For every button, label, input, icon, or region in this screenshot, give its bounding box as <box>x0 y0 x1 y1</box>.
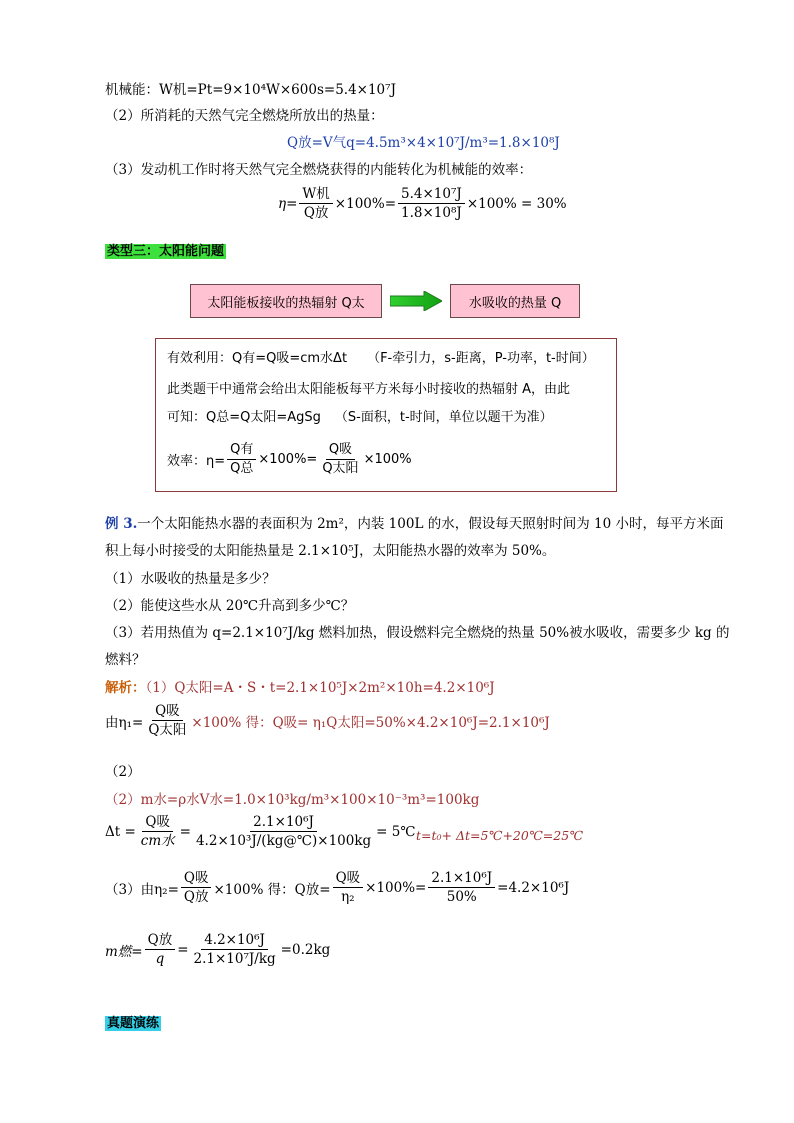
example-line1: 例 3.一个太阳能热水器的表面积为 2m²，内装 100L 的水，假设每天照射时间为 10 小时，每平方米面 <box>105 516 724 532</box>
solution-s5-t: t=t₀+ Δt=5℃+20℃=25℃ <box>416 828 584 843</box>
solution-label: 解析： <box>105 680 146 696</box>
example-label: 例 3. <box>105 516 138 532</box>
arrow-right-icon <box>390 291 442 315</box>
q3-label: （3）发动机工作时将天然气完全燃烧获得的内能转化为机械能的效率： <box>105 162 533 178</box>
eta-den: Q放 <box>303 205 329 221</box>
solution-s2: 由η₁= $\frac{\text{Q吸}}{\text{Q太阳}}$ ×100% 得：Q吸= η₁Q太阳=50%×4.2×10⁶J=2.1×10⁶J <box>105 703 550 738</box>
example-q1: （1）水吸收的热量是多少？ <box>105 571 276 587</box>
mech-work-line: 机械能：W机=Pt=9×10⁴W×600s=5.4×10⁷J <box>105 82 396 98</box>
solution-s3: （2） <box>105 764 141 780</box>
example-q3b: 燃料？ <box>105 652 146 668</box>
eta-num: W机 <box>299 186 332 204</box>
eta-end: ×100% = 30% <box>466 195 567 212</box>
info-line3: 可知：Q总=Q太阳=AgSg （S-面积，t-时间，单位以题干为准） <box>167 410 553 425</box>
eta-frac1 <box>299 186 332 221</box>
q2-label: （2）所消耗的天然气完全燃烧所放出的热量： <box>105 108 384 124</box>
flow-box-solar: 太阳能板接收的热辐射 Q太 <box>190 284 382 318</box>
eta-num2: 5.4×10⁷J <box>398 186 465 204</box>
eta-formula <box>278 186 567 221</box>
example-q3a: （3）若用热值为 q=2.1×10⁷J/kg 燃料加热，假设燃料完全燃烧的热量 50%被水吸收，需要多少 kg 的 <box>105 625 730 641</box>
section-type3: 类型三：太阳能问题 <box>107 244 225 259</box>
info-line2: 此类题干中通常会给出太阳能板每平方米每小时接收的热辐射 A，由此 <box>167 382 571 397</box>
q-fang-line: Q放=V气q=4.5m³×4×10⁷J/m³=1.8×10⁸J <box>287 135 560 151</box>
info-line4: 效率：η= $\frac{\text{Q有}}{\text{Q总}}$ ×100%= $\frac{\text{Q吸}}{\text{Q太阳}}$ ×100% <box>167 442 412 476</box>
solution-s4: （2）m水=ρ水V水=1.0×10³kg/m³×100×10⁻³m³=100kg <box>105 792 480 808</box>
eta-mid: ×100%= <box>334 195 397 212</box>
solution-s1: 解析：（1）Q太阳=A・S・t=2.1×10⁵J×2m²×10h=4.2×10⁶J <box>105 680 495 696</box>
section-exam: 真题演练 <box>107 1016 160 1031</box>
flow-box-water: 水吸收的热量 Q <box>450 284 580 318</box>
eta-den2: 1.8×10⁸J <box>401 205 462 221</box>
info-line1: 有效利用：Q有=Q吸=cm水Δt （F-牵引力，s-距离，P-功率，t-时间） <box>167 351 595 366</box>
solution-s7: m燃= $\frac{\text{Q放}}{q}$ = $\frac{\text{4.2×10⁶J}}{\text{2.1×10⁷J/kg}}$ =0.2kg <box>105 932 331 967</box>
eta-lhs: η= <box>278 195 298 212</box>
eta-frac2 <box>398 186 465 221</box>
example-q2: （2）能使这些水从 20℃升高到多少℃？ <box>105 598 355 614</box>
example-line2: 积上每小时接受的太阳能热量是 2.1×10⁵J，太阳能热水器的效率为 50%。 <box>105 543 556 559</box>
solution-s6: （3）由η₂= $\frac{\text{Q吸}}{\text{Q放}}$ ×100% 得：Q放= $\frac{\text{Q吸}}{\text{η₂}}$ ×100%= $\frac{\text{2.1×10⁶J}}{50\%}$ =4.2×10⁶J <box>105 870 570 905</box>
solution-s5: Δt = $\frac{\text{Q吸}}{\text{cm水}}$ = $\frac{\text{2.1×10⁶J}}{\text{4.2×10³J/(kg@℃)×100kg}}$ = 5℃ <box>105 814 416 849</box>
